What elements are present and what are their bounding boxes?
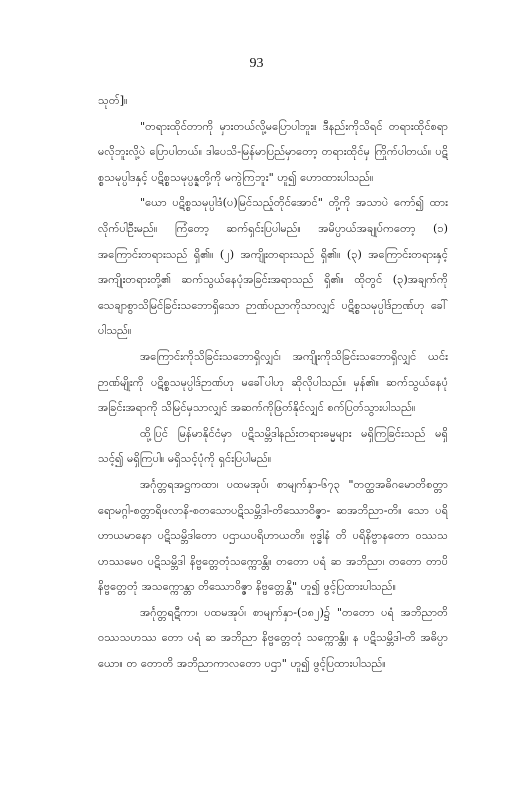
paragraph-5: ထို့ပြင် မြန်မာနိုင်ငံမှာ ပဋိသမ္ဘိဒါနည်းတရားဓမ္မများ မရှိကြခြင်းသည် မရှိသင့်၍ မရှိကြပါ။ မရှိသင့်ပုံကို ရှင်းပြပါမည်။ bbox=[98, 426, 448, 466]
page-body bbox=[98, 88, 448, 677]
paragraph-3: "ယော ပဋိစ္စသမုပ္ပါဒံ(ပ)မြင်သည့်တိုင်အောင်" တို့ကို အသာပဲ ကော်၍ ထားလိုက်ပါဦးမည်။ ကြံတော့ ဆက်ရှင်းပြပါမည်။ အမိပ္ပာယ်အချုပ်ကတော့ (၁) အကြောင်းတရားသည် ရှိ၏။ (၂) အကျိုးတရားသည် ရှိ၏။ (၃) အကြောင်းတရားနှင့်အကျိုးတရားတို့၏ ဆက်သွယ်နေပုံအခြင်းအရာသည် ရှိ၏။ ထိုတွင် (၃)အချက်ကို သေချာစွာသိမြင်ခြင်းသဘောရှိသော ဉာဏ်ပညာကိုသာလျှင် ပဋိစ္စသမုပ္ပါဒ်ဉာဏ်ဟု ခေါ်ပါသည်။ bbox=[98, 196, 448, 338]
paragraph-7: အင်္ဂုတ္တရဋီကာ၊ ပထမအုပ်၊ စာမျက်နှာ-(၁၈၂)၌ "တတော ပရံ အဘိညာတိ ဝဿသဟဿ တော ပရံ ဆ အဘိညာ နိဗ္ဗတ္တေတုံ သက္ကောန္တိ။ န ပဋိသမ္ဘိဒါ-တိ အဓိပ္ပာယော။ တ တောတိ အဘိညာကာလတော ပဌာ" ဟူ၍ ဖွင့်ပြထားပါသည်။ bbox=[98, 605, 448, 671]
page-number: 93 bbox=[249, 56, 264, 71]
paragraph-4: အကြောင်းကိုသိခြင်းသဘောရှိလျှင်၊ အကျိုးကိုသိခြင်းသဘောရှိလျှင် ယင်းဉာဏ်မျိုးကို ပဋိစ္စသမုပ္ပါဒ်ဉာဏ်ဟု မခေါ်ပါဟု ဆိုလိုပါသည်။ မှန်၏။ ဆက်သွယ်နေပုံအခြင်းအရာကို သိမြင်မှသာလျှင် အဆက်ကိုဖြတ်နိုင်လျှင် စက်ပြတ်သွားပါသည်။ bbox=[98, 349, 448, 415]
paragraph-2: "တရားထိုင်တာကို မှားတယ်လို့မပြောပါဘူး။ ဒီနည်းကိုသိရင် တရားထိုင်စရာ မလိုဘူးလို့ပဲ ပြောပါတယ်။ ဒါပေသိ-မြန်မာပြည်မှာတော့ တရားထိုင်မှ ကြိုက်ပါတယ်။ ပဋိစ္စသမုပ္ပါဒနှင့် ပဋိစ္စသမုပ္ပန္နတို့ကို မကွဲကြဘူး" ဟူ၍ ဟောထားပါသည်။ bbox=[98, 119, 448, 184]
paragraph-6: အင်္ဂုတ္တရအဋ္ဌကထာ၊ ပထမအုပ်၊ စာမျက်နှာ-၆၇၃ "တတ္ထအဓိဂမောတိစတ္တာရောမဂ္ဂါ-စတ္တာရိဖလာနိ-စတသောပဋိသမ္ဘိဒါ-တိဿောဝိဇ္ဇာ- ဆအဘိညာ-တိ။ သော ပရိဟာယမာနော ပဋိသမ္ဘိဒါတော ပဌာယပရိဟာယတိ။ ဗုဒ္ဓါနံ တိ ပရိနိဗ္ဗာနတော ဝဿသဟဿမေဝ ပဋိသမ္ဘိဒါ နိဗ္ဗတ္တေတုံသက္ကောန္တိ။ တတော ပရံ ဆ အဘိညာ၊ တတော တာပိ နိဗ္ဗတ္တေတုံ အသက္ကောန္တာ တိဿောဝိဇ္ဇာ နိဗ္ဗတ္တေန္တိ" ဟူ၍ ဖွင့်ပြထားပါသည်။ bbox=[98, 477, 448, 594]
paragraph-1: သုတ်]။ bbox=[98, 94, 128, 107]
